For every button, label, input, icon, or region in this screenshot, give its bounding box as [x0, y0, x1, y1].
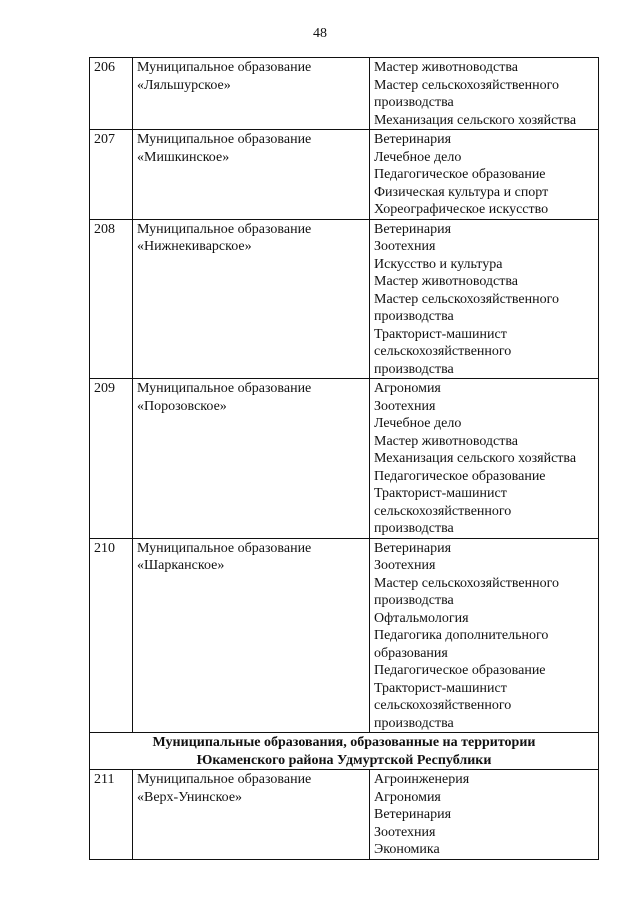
row-number: 209: [90, 379, 133, 539]
specialties-cell: Агрономия Зоотехния Лечебное дело Мастер животноводства Механизация сельского хозяйства Педагогическое образование Тракторист-машинист сельскохозяйственного производства: [370, 379, 599, 539]
specialties-cell: Ветеринария Зоотехния Искусство и культура Мастер животноводства Мастер сельскохозяйственного производства Тракторист-машинист сельскохозяйственного производства: [370, 219, 599, 379]
row-number: 206: [90, 58, 133, 130]
table-row: [90, 538, 599, 733]
specialties-cell: Мастер животноводства Мастер сельскохозяйственного производства Механизация сельского хозяйства: [370, 58, 599, 130]
specialties-cell: Агроинженерия Агрономия Ветеринария Зоотехния Экономика: [370, 770, 599, 860]
row-number: 208: [90, 219, 133, 379]
table-row: [90, 219, 599, 379]
specialties-cell: Ветеринария Зоотехния Мастер сельскохозяйственного производства Офтальмология Педагогика дополнительного образования Педагогическое образование Тракторист-машинист сельскохозяйственного производства: [370, 538, 599, 733]
table-row: [90, 58, 599, 130]
municipality-cell: Муниципальное образование «Верх-Унинское»: [133, 770, 370, 860]
table-row: [90, 379, 599, 539]
specialties-table: [89, 57, 599, 860]
municipality-cell: Муниципальное образование «Шарканское»: [133, 538, 370, 733]
municipality-cell: Муниципальное образование «Порозовское»: [133, 379, 370, 539]
section-header-row: [90, 733, 599, 770]
table-row: [90, 770, 599, 860]
municipality-cell: Муниципальное образование «Мишкинское»: [133, 130, 370, 220]
table-row: [90, 130, 599, 220]
row-number: 210: [90, 538, 133, 733]
row-number: 211: [90, 770, 133, 860]
section-title: Муниципальные образования, образованные на территории Юкаменского района Удмуртской Республики: [90, 733, 599, 770]
municipality-cell: Муниципальное образование «Нижнекиварское»: [133, 219, 370, 379]
table-body: [90, 58, 599, 860]
specialties-cell: Ветеринария Лечебное дело Педагогическое образование Физическая культура и спорт Хореографическое искусство: [370, 130, 599, 220]
municipality-cell: Муниципальное образование «Ляльшурское»: [133, 58, 370, 130]
page-number: 48: [313, 26, 327, 41]
row-number: 207: [90, 130, 133, 220]
